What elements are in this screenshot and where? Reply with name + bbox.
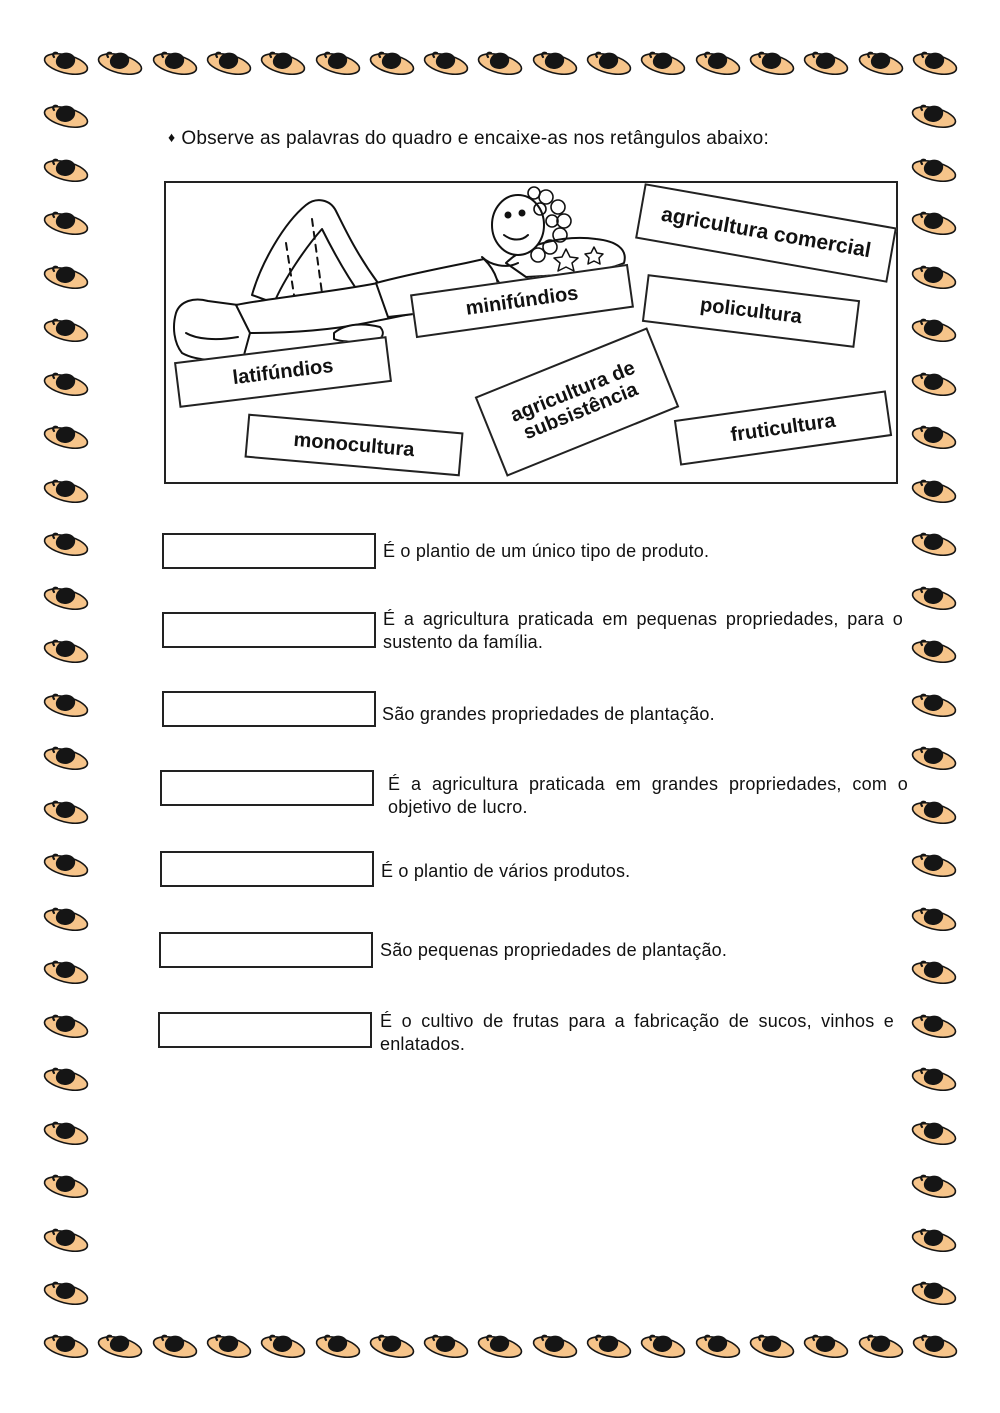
- sombrero-hat-icon: [910, 421, 958, 451]
- sombrero-hat-icon: [910, 475, 958, 505]
- sombrero-hat-icon: [910, 207, 958, 237]
- word-card-latifundios[interactable]: latifúndios: [174, 336, 392, 408]
- sombrero-hat-icon: [42, 903, 90, 933]
- sombrero-hat-icon: [368, 47, 416, 77]
- word-card-minifundios[interactable]: minifúndios: [410, 264, 634, 338]
- sombrero-hat-icon: [910, 956, 958, 986]
- sombrero-hat-icon: [910, 689, 958, 719]
- sombrero-hat-icon: [476, 1330, 524, 1360]
- sombrero-hat-icon: [585, 47, 633, 77]
- sombrero-hat-icon: [42, 100, 90, 130]
- sombrero-hat-icon: [910, 154, 958, 184]
- answer-box[interactable]: [162, 533, 376, 569]
- sombrero-hat-icon: [910, 1277, 958, 1307]
- sombrero-hat-icon: [205, 1330, 253, 1360]
- question-text: É a agricultura praticada em grandes propriedades, com o objetivo de lucro.: [388, 774, 908, 817]
- sombrero-hat-icon: [42, 47, 90, 77]
- instruction-text: Observe as palavras do quadro e encaixe-as nos retângulos abaixo:: [181, 128, 769, 149]
- sombrero-hat-icon: [748, 1330, 796, 1360]
- sombrero-hat-icon: [42, 1170, 90, 1200]
- sombrero-hat-icon: [314, 1330, 362, 1360]
- sombrero-hat-icon: [42, 1224, 90, 1254]
- sombrero-hat-icon: [694, 47, 742, 77]
- answer-box[interactable]: [158, 1012, 372, 1048]
- sombrero-hat-icon: [476, 47, 524, 77]
- sombrero-hat-icon: [42, 261, 90, 291]
- sombrero-hat-icon: [694, 1330, 742, 1360]
- sombrero-hat-icon: [42, 635, 90, 665]
- sombrero-hat-icon: [531, 1330, 579, 1360]
- sombrero-hat-icon: [910, 100, 958, 130]
- word-card-policultura[interactable]: policultura: [642, 274, 860, 348]
- sombrero-hat-icon: [259, 1330, 307, 1360]
- sombrero-hat-icon: [857, 47, 905, 77]
- question-text: É o cultivo de frutas para a fabricação de sucos, vinhos e enlatados.: [380, 1011, 894, 1054]
- sombrero-hat-icon: [42, 421, 90, 451]
- sombrero-hat-icon: [205, 47, 253, 77]
- sombrero-hat-icon: [42, 956, 90, 986]
- sombrero-hat-icon: [910, 796, 958, 826]
- sombrero-hat-icon: [42, 528, 90, 558]
- word-card-agricultura-comercial[interactable]: agricultura comercial: [635, 183, 897, 283]
- question-text: É a agricultura praticada em pequenas propriedades, para o sustento da família.: [383, 609, 903, 652]
- answer-box[interactable]: [159, 932, 373, 968]
- sombrero-hat-icon: [422, 1330, 470, 1360]
- answer-box[interactable]: [162, 612, 376, 648]
- question-text: São pequenas propriedades de plantação.: [380, 940, 728, 960]
- sombrero-hat-icon: [531, 47, 579, 77]
- sombrero-hat-icon: [910, 903, 958, 933]
- sombrero-hat-icon: [857, 1330, 905, 1360]
- sombrero-hat-icon: [910, 1063, 958, 1093]
- sombrero-hat-icon: [368, 1330, 416, 1360]
- sombrero-hat-icon: [910, 368, 958, 398]
- sombrero-hat-icon: [639, 1330, 687, 1360]
- sombrero-hat-icon: [42, 1010, 90, 1040]
- sombrero-hat-icon: [585, 1330, 633, 1360]
- sombrero-hat-icon: [910, 1170, 958, 1200]
- sombrero-hat-icon: [910, 528, 958, 558]
- sombrero-hat-icon: [42, 1277, 90, 1307]
- sombrero-hat-icon: [42, 207, 90, 237]
- sombrero-hat-icon: [42, 796, 90, 826]
- word-card-agricultura-de-subsistencia[interactable]: agricultura de subsistência: [475, 327, 680, 476]
- sombrero-hat-icon: [42, 368, 90, 398]
- sombrero-hat-icon: [42, 475, 90, 505]
- sombrero-hat-icon: [422, 47, 470, 77]
- sombrero-hat-icon: [42, 742, 90, 772]
- sombrero-hat-icon: [748, 47, 796, 77]
- instruction-bullet: ♦: [168, 129, 176, 145]
- sombrero-hat-icon: [151, 47, 199, 77]
- word-card-fruticultura[interactable]: fruticultura: [674, 390, 892, 465]
- sombrero-hat-icon: [96, 47, 144, 77]
- sombrero-hat-icon: [910, 582, 958, 612]
- sombrero-hat-icon: [42, 582, 90, 612]
- sombrero-hat-icon: [802, 47, 850, 77]
- question-text: São grandes propriedades de plantação.: [382, 704, 715, 724]
- sombrero-hat-icon: [911, 1330, 959, 1360]
- sombrero-hat-icon: [802, 1330, 850, 1360]
- sombrero-hat-icon: [910, 1010, 958, 1040]
- sombrero-hat-icon: [911, 47, 959, 77]
- sombrero-hat-icon: [42, 1330, 90, 1360]
- word-bank-frame: [164, 181, 898, 484]
- sombrero-hat-icon: [910, 261, 958, 291]
- sombrero-hat-icon: [42, 154, 90, 184]
- sombrero-hat-icon: [96, 1330, 144, 1360]
- sombrero-hat-icon: [314, 47, 362, 77]
- sombrero-hat-icon: [151, 1330, 199, 1360]
- sombrero-hat-icon: [259, 47, 307, 77]
- sombrero-hat-icon: [910, 314, 958, 344]
- sombrero-hat-icon: [42, 1063, 90, 1093]
- sombrero-hat-icon: [910, 635, 958, 665]
- sombrero-hat-icon: [42, 689, 90, 719]
- sombrero-hat-icon: [910, 849, 958, 879]
- answer-box[interactable]: [160, 770, 374, 806]
- sombrero-hat-icon: [910, 742, 958, 772]
- word-card-monocultura[interactable]: monocultura: [244, 414, 463, 477]
- instruction: [168, 128, 888, 150]
- sombrero-hat-icon: [639, 47, 687, 77]
- question-text: É o plantio de um único tipo de produto.: [383, 541, 710, 561]
- sombrero-hat-icon: [42, 849, 90, 879]
- sombrero-hat-icon: [42, 1117, 90, 1147]
- answer-box[interactable]: [160, 851, 374, 887]
- question-text: É o plantio de vários produtos.: [381, 861, 631, 881]
- sombrero-hat-icon: [42, 314, 90, 344]
- sombrero-hat-icon: [910, 1224, 958, 1254]
- sombrero-hat-icon: [910, 1117, 958, 1147]
- answer-box[interactable]: [162, 691, 376, 727]
